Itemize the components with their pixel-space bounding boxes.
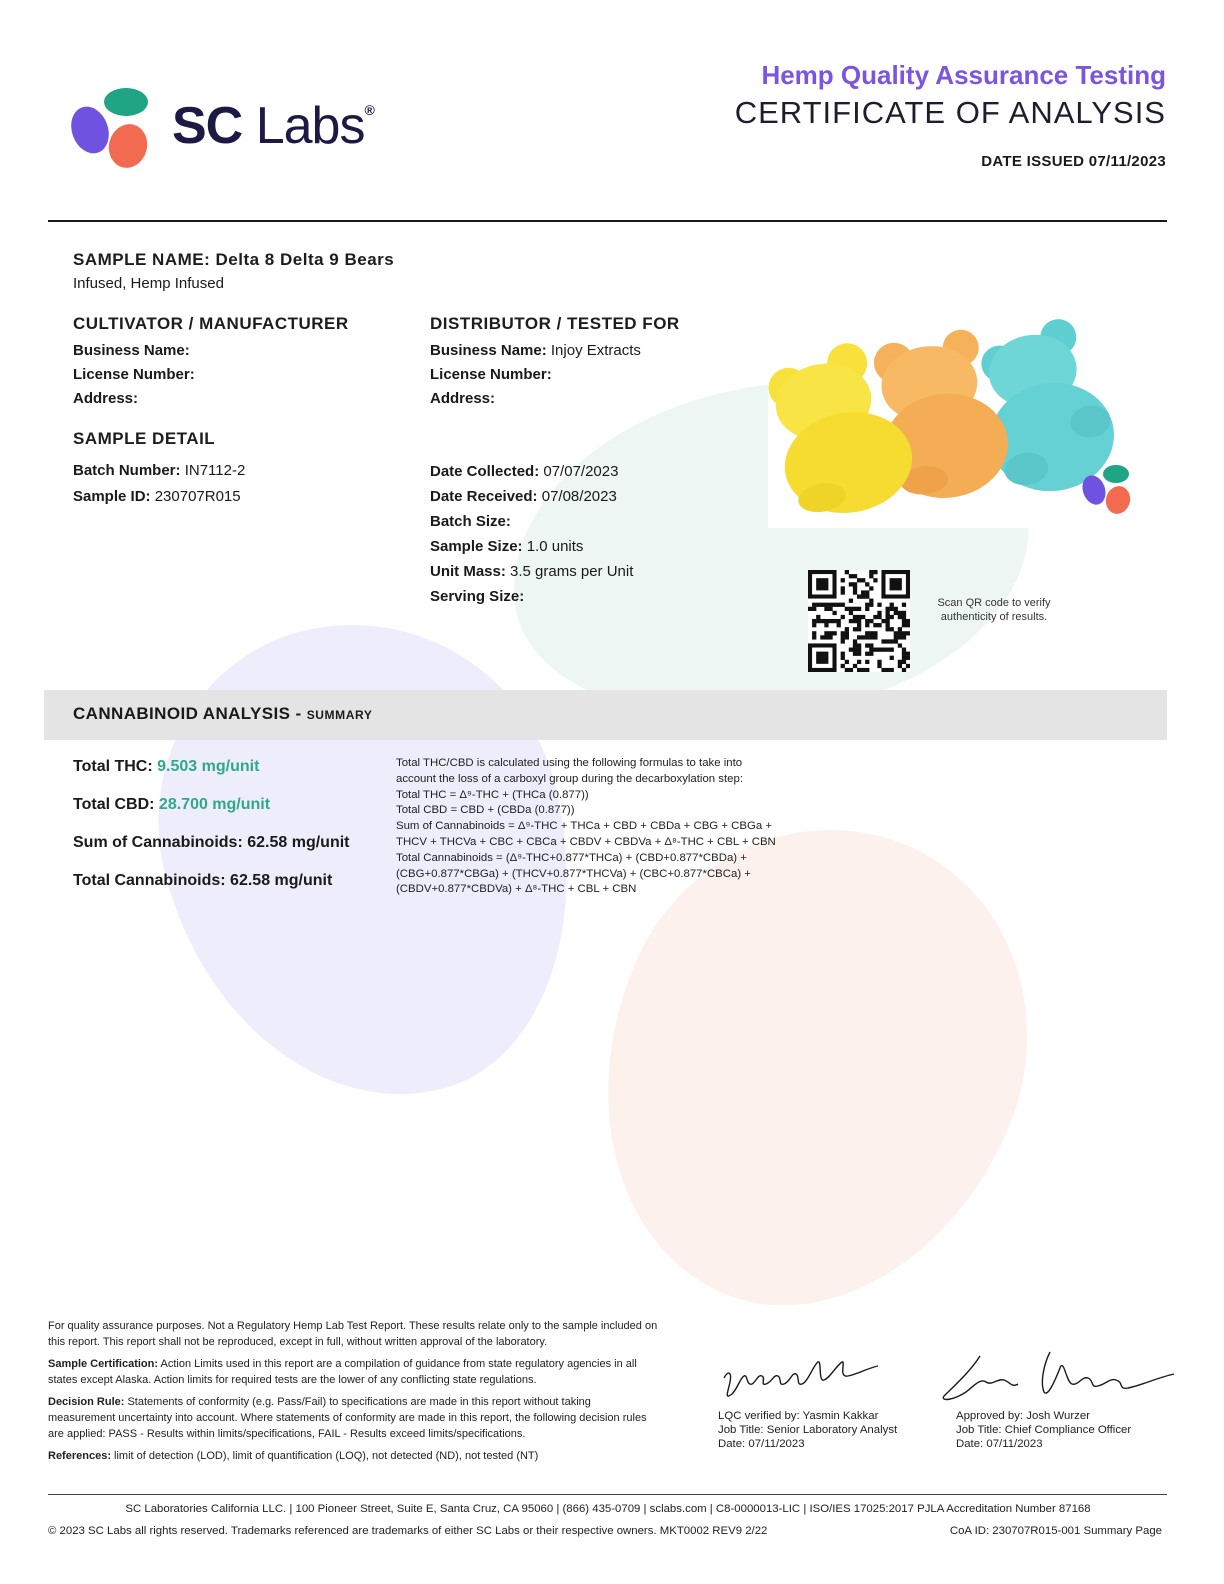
cannabinoid-summary-header [44, 690, 1167, 740]
qr-caption: Scan QR code to verify authenticity of results. [937, 597, 1051, 623]
formula-line: (CBG+0.877*CBGa) + (THCV+0.877*THCVa) + (CBC+0.877*CBCa) + [396, 867, 751, 880]
formula-line: Total Cannabinoids = (Δ⁹-THC+0.877*THCa) + (CBD+0.877*CBDa) + [396, 851, 747, 864]
distributor-heading: DISTRIBUTOR / TESTED FOR [430, 314, 680, 333]
formula-line: account the loss of a carboxyl group during the decarboxylation step: [396, 772, 743, 785]
sample-dates-block [430, 459, 633, 609]
sample-certification: Sample Certification: Action Limits used in this report are a compilation of guidance from state regulatory agencies in all states except Alaska. Action limits for required tests are the lower of any conflicting state regulations. [48, 1358, 637, 1386]
approval-date: Date: 07/11/2023 [956, 1438, 1043, 1450]
sample-id: Sample ID: 230707R015 [73, 488, 241, 505]
formula-line: Total THC/CBD is calculated using the following formulas to take into [396, 757, 743, 769]
distributor-block [430, 314, 680, 411]
lqc-job-title: Job Title: Senior Laboratory Analyst [718, 1424, 898, 1436]
footer-notes [48, 1318, 658, 1464]
total-thc-value: 9.503 mg/unit [157, 758, 260, 775]
verification-qr-code[interactable] [808, 570, 910, 672]
sample-size: Sample Size: 1.0 units [430, 538, 584, 555]
approved-by: Approved by: Josh Wurzer [956, 1410, 1091, 1422]
approver-job-title: Job Title: Chief Compliance Officer [956, 1424, 1132, 1436]
sample-name [73, 250, 394, 270]
cultivator-heading: CULTIVATOR / MANUFACTURER [73, 314, 349, 333]
formula-line: (CBDV+0.877*CBDVa) + Δ⁸-THC + CBL + CBN [396, 883, 637, 896]
logo-text-bold: SC [172, 97, 243, 155]
sum-of-cannabinoids: Sum of Cannabinoids: 62.58 mg/unit [73, 834, 350, 851]
lqc-verified-by: LQC verified by: Yasmin Kakkar [718, 1410, 879, 1422]
distributor-license: License Number: [430, 366, 552, 383]
distributor-business-name: Business Name: Injoy Extracts [430, 342, 641, 359]
distributor-address: Address: [430, 390, 496, 407]
formula-line: Total THC = Δ⁹-THC + (THCa (0.877)) [396, 788, 589, 801]
cultivator-block [73, 314, 349, 411]
decision-rule: Decision Rule: Statements of conformity (e.g. Pass/Fail) to specifications are made in this report without taking measurement uncertainty into account. Where statements of conformity are made in this report, the following decision rules are applied: PASS - Results within limits/specifications, FAIL - Results exceed limits/specifications. [48, 1396, 647, 1440]
disclaimer: For quality assurance purposes. Not a Regulatory Hemp Lab Test Report. These results relate only to the sample included on this report. This report shall not be reproduced, except in full, without written approval of the laboratory. [48, 1320, 658, 1348]
registered-mark: ® [364, 102, 374, 118]
gummy-bears-image [768, 318, 1168, 528]
cultivator-address: Address: [73, 390, 139, 407]
header-divider [48, 220, 1167, 222]
date-issued [735, 153, 1166, 170]
batch-size: Batch Size: [430, 513, 511, 530]
qr-code-icon [808, 570, 910, 672]
logo-mark-icon [70, 84, 160, 174]
coa-id: CoA ID: 230707R015-001 Summary Page [949, 1525, 1162, 1537]
cultivator-license: License Number: [73, 366, 195, 383]
date-issued-label: DATE ISSUED [981, 153, 1085, 170]
total-thc: Total THC: 9.503 mg/unit [73, 758, 260, 775]
total-cbd-value: 28.700 mg/unit [158, 796, 271, 813]
logo-text-light: Labs [255, 97, 365, 155]
sc-labs-logo [70, 84, 440, 174]
total-cannabinoids-value: 62.58 mg/unit [230, 872, 333, 889]
sample-detail-heading: SAMPLE DETAIL [73, 429, 216, 448]
signature-block-lqc [718, 1348, 928, 1451]
sample-type: Infused, Hemp Infused [73, 275, 224, 292]
signature-yasmin-icon [718, 1348, 888, 1404]
summary-title-small: SUMMARY [306, 708, 373, 722]
sample-detail-block [73, 429, 245, 510]
sum-of-cannabinoids-value: 62.58 mg/unit [247, 834, 350, 851]
company-info-line: SC Laboratories California LLC. | 100 Pioneer Street, Suite E, Santa Cruz, CA 95060 | (866) 435-0709 | sclabs.com | C8-0000013-LIC | ISO/IES 17025:2017 PJLA Accreditation Number 87168 [125, 1503, 1091, 1515]
logo-wordmark [172, 96, 374, 156]
footer-divider [48, 1494, 1167, 1495]
batch-number: Batch Number: IN7112-2 [73, 462, 246, 479]
date-received: Date Received: 07/08/2023 [430, 488, 617, 505]
date-issued-value: 07/11/2023 [1088, 153, 1166, 170]
copyright-line [48, 1525, 1162, 1537]
total-cbd: Total CBD: 28.700 mg/unit [73, 796, 271, 813]
formula-line: THCV + THCVa + CBC + CBCa + CBDV + CBDVa + Δ⁸-THC + CBL + CBN [396, 835, 776, 848]
summary-title-main: CANNABINOID ANALYSIS - [73, 704, 302, 723]
summary-title [73, 704, 372, 724]
document-subtitle: Hemp Quality Assurance Testing [761, 60, 1166, 90]
date-collected: Date Collected: 07/07/2023 [430, 463, 619, 480]
sample-name-label: SAMPLE NAME: [73, 250, 211, 269]
cannabinoid-totals [73, 758, 349, 910]
product-photo [768, 318, 1168, 528]
document-title: CERTIFICATE OF ANALYSIS [734, 95, 1166, 130]
signature-josh-icon [940, 1348, 1176, 1404]
signature-block-approval [940, 1348, 1176, 1451]
sample-name-block [73, 250, 394, 296]
references: References: limit of detection (LOD), limit of quantification (LOQ), not detected (ND), not tested (NT) [48, 1450, 539, 1462]
document-header [735, 60, 1166, 170]
sample-name-value: Delta 8 Delta 9 Bears [215, 250, 395, 269]
serving-size: Serving Size: [430, 588, 525, 605]
formula-line: Sum of Cannabinoids = Δ⁹-THC + THCa + CBD + CBDa + CBG + CBGa + [396, 820, 772, 833]
calculation-formulas [396, 756, 806, 898]
copyright-text: © 2023 SC Labs all rights reserved. Trademarks referenced are trademarks of either SC Labs or their respective owners. MKT0002 REV9 2/22 [48, 1525, 768, 1537]
total-cannabinoids: Total Cannabinoids: 62.58 mg/unit [73, 872, 333, 889]
formula-line: Total CBD = CBD + (CBDa (0.877)) [396, 804, 575, 817]
lqc-date: Date: 07/11/2023 [718, 1438, 805, 1450]
cultivator-business-name: Business Name: [73, 342, 190, 359]
unit-mass: Unit Mass: 3.5 grams per Unit [430, 563, 634, 580]
